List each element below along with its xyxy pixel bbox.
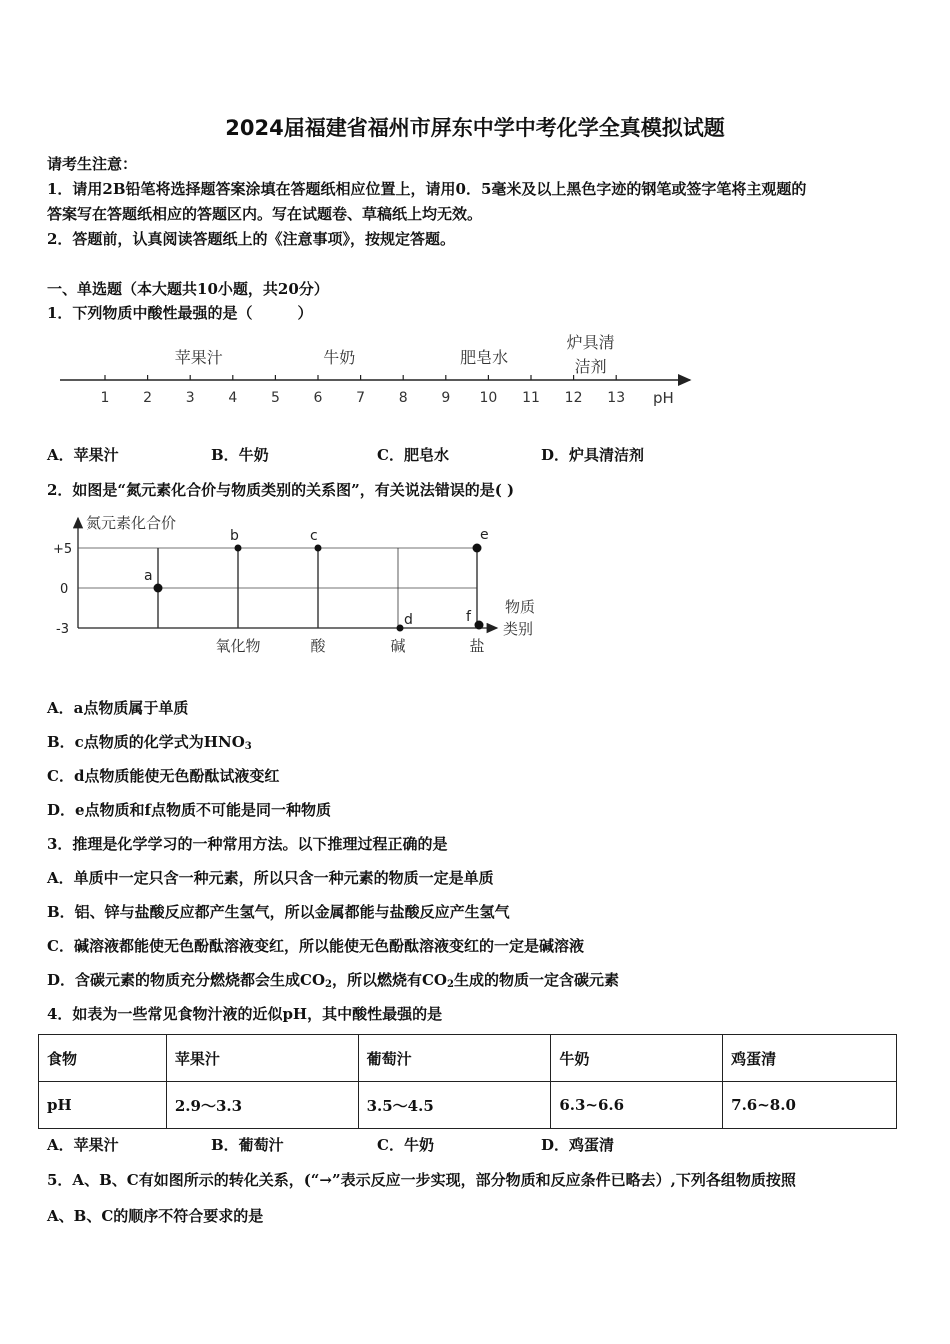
ph-tick-label: 5 (270, 390, 280, 406)
q4-option-c[interactable]: C．牛奶 (377, 1136, 434, 1154)
q1-stem: 1．下列物质中酸性最强的是（ ） (47, 304, 313, 322)
notice-heading: 请考生注意： (47, 155, 138, 173)
nitrogen-valence-chart (45, 508, 565, 668)
q1-option-a[interactable]: A．苹果汁 (47, 446, 119, 464)
point-e-marker (473, 544, 482, 553)
q3-stem: 3．推理是化学学习的一种常用方法。以下推理过程正确的是 (47, 835, 448, 853)
ph-substance-label: 炉具清 (566, 333, 615, 352)
table-cell: 3.5～4.5 (358, 1082, 551, 1129)
ph-tick-label: 6 (313, 390, 323, 406)
notice-line-1: 1．请用2B铅笔将选择题答案涂填在答题纸相应位置上，请用0．5毫米及以上黑色字迹的钢笔或签字笔将主观题的 (47, 180, 807, 198)
point-c-marker (315, 545, 322, 552)
ph-substance-label: 洁剂 (574, 357, 607, 376)
category-label: 碱 (390, 637, 406, 655)
q1-option-c[interactable]: C．肥皂水 (377, 446, 449, 464)
q3-option-d-part3: 生成的物质一定含碳元素 (453, 971, 619, 989)
q3-option-d-sub1: 2 (325, 979, 332, 990)
q4-option-b[interactable]: B．葡萄汁 (211, 1136, 284, 1154)
y-tick-plus5: +5 (53, 542, 73, 557)
table-header-cell: 食物 (39, 1035, 167, 1082)
page-title: 2024届福建省福州市屏东中学中考化学全真模拟试题 (225, 116, 725, 140)
ph-scale-diagram (50, 328, 710, 413)
q3-option-d-part2: ，所以燃烧有CO (331, 971, 447, 989)
ph-tick-label: 9 (441, 390, 451, 406)
q2-option-a[interactable]: A．a点物质属于单质 (47, 699, 189, 717)
x-axis-label-2: 类别 (503, 620, 534, 638)
ph-tick-label: 11 (522, 390, 540, 406)
q1-option-b[interactable]: B．牛奶 (211, 446, 269, 464)
point-f-marker (475, 621, 484, 630)
table-cell: 7.6~8.0 (723, 1082, 897, 1129)
q2-stem: 2．如图是“氮元素化合价与物质类别的关系图”，有关说法错误的是( ) (47, 481, 515, 499)
ph-tick-label: 3 (185, 390, 195, 406)
y-tick-minus3: -3 (56, 622, 69, 637)
point-f-label: f (466, 609, 471, 625)
point-a-label: a (144, 568, 153, 584)
x-axis-label-1: 物质 (505, 598, 536, 616)
q3-option-b[interactable]: B．铝、锌与盐酸反应都产生氢气，所以金属都能与盐酸反应产生氢气 (47, 903, 510, 921)
category-label: 氧化物 (215, 637, 261, 655)
q5-stem-line-2: A、B、C的顺序不符合要求的是 (47, 1207, 264, 1225)
table-header-cell: 牛奶 (551, 1035, 723, 1082)
ph-axis-label: pH (653, 389, 674, 407)
table-row (39, 1082, 897, 1129)
point-d-label: d (404, 612, 413, 628)
ph-table (38, 1034, 897, 1129)
y-axis-label: 氮元素化合价 (86, 514, 177, 532)
q2-option-b-text: B．c点物质的化学式为HNO (47, 733, 245, 751)
ph-tick-label: 7 (356, 390, 366, 406)
ph-substance-label: 苹果汁 (174, 348, 223, 367)
ph-tick-label: 2 (143, 390, 153, 406)
q2-option-b[interactable] (47, 731, 252, 752)
category-label: 盐 (469, 637, 485, 655)
q5-stem-line-1: 5．A、B、C有如图所示的转化关系，(“→”表示反应一步实现，部分物质和反应条件已略去）,下列各组物质按照 (47, 1171, 796, 1189)
q1-option-d[interactable]: D．炉具清洁剂 (541, 446, 645, 464)
ph-tick-label: 12 (564, 390, 583, 406)
q4-option-d[interactable]: D．鸡蛋清 (541, 1136, 615, 1154)
ph-tick-label: 8 (398, 390, 408, 406)
q4-stem: 4．如表为一些常见食物汁液的近似pH，其中酸性最强的是 (47, 1005, 443, 1023)
point-d-marker (397, 625, 404, 632)
table-cell: pH (39, 1082, 167, 1129)
q4-option-a[interactable]: A．苹果汁 (47, 1136, 119, 1154)
q3-option-c[interactable]: C．碱溶液都能使无色酚酞溶液变红，所以能使无色酚酞溶液变红的一定是碱溶液 (47, 937, 584, 955)
ph-tick-label: 1 (100, 390, 110, 406)
q2-option-b-subscript: 3 (244, 741, 252, 752)
ph-substance-label: 牛奶 (323, 348, 356, 367)
ph-tick-label: 4 (228, 390, 238, 406)
q3-option-a[interactable]: A．单质中一定只含一种元素，所以只含一种元素的物质一定是单质 (47, 869, 494, 887)
ph-tick-label: 13 (607, 390, 626, 406)
q3-option-d-sub2: 2 (447, 979, 454, 990)
table-cell: 6.3~6.6 (551, 1082, 723, 1129)
point-b-marker (235, 545, 242, 552)
point-b-label: b (230, 528, 239, 544)
table-header-cell: 葡萄汁 (358, 1035, 551, 1082)
point-c-label: c (310, 528, 318, 544)
y-tick-zero: 0 (60, 582, 69, 597)
point-a-marker (154, 584, 163, 593)
table-header-cell: 苹果汁 (166, 1035, 358, 1082)
category-label: 酸 (310, 637, 326, 655)
q2-option-d[interactable]: D．e点物质和f点物质不可能是同一种物质 (47, 801, 332, 819)
table-header-row (39, 1035, 897, 1082)
table-header-cell: 鸡蛋清 (723, 1035, 897, 1082)
point-e-label: e (480, 527, 489, 543)
q3-option-d-part1: D．含碳元素的物质充分燃烧都会生成CO (47, 971, 326, 989)
table-cell: 2.9～3.3 (166, 1082, 358, 1129)
section-heading: 一、单选题（本大题共10小题，共20分） (47, 280, 329, 298)
notice-line-1b: 答案写在答题纸相应的答题区内。写在试题卷、草稿纸上均无效。 (47, 205, 483, 223)
q3-option-d[interactable] (47, 969, 619, 990)
notice-line-2: 2．答题前，认真阅读答题纸上的《注意事项》，按规定答题。 (47, 230, 455, 248)
q2-option-c[interactable]: C．d点物质能使无色酚酞试液变红 (47, 767, 280, 785)
ph-tick-label: 10 (479, 390, 498, 406)
ph-substance-label: 肥皂水 (460, 348, 509, 367)
